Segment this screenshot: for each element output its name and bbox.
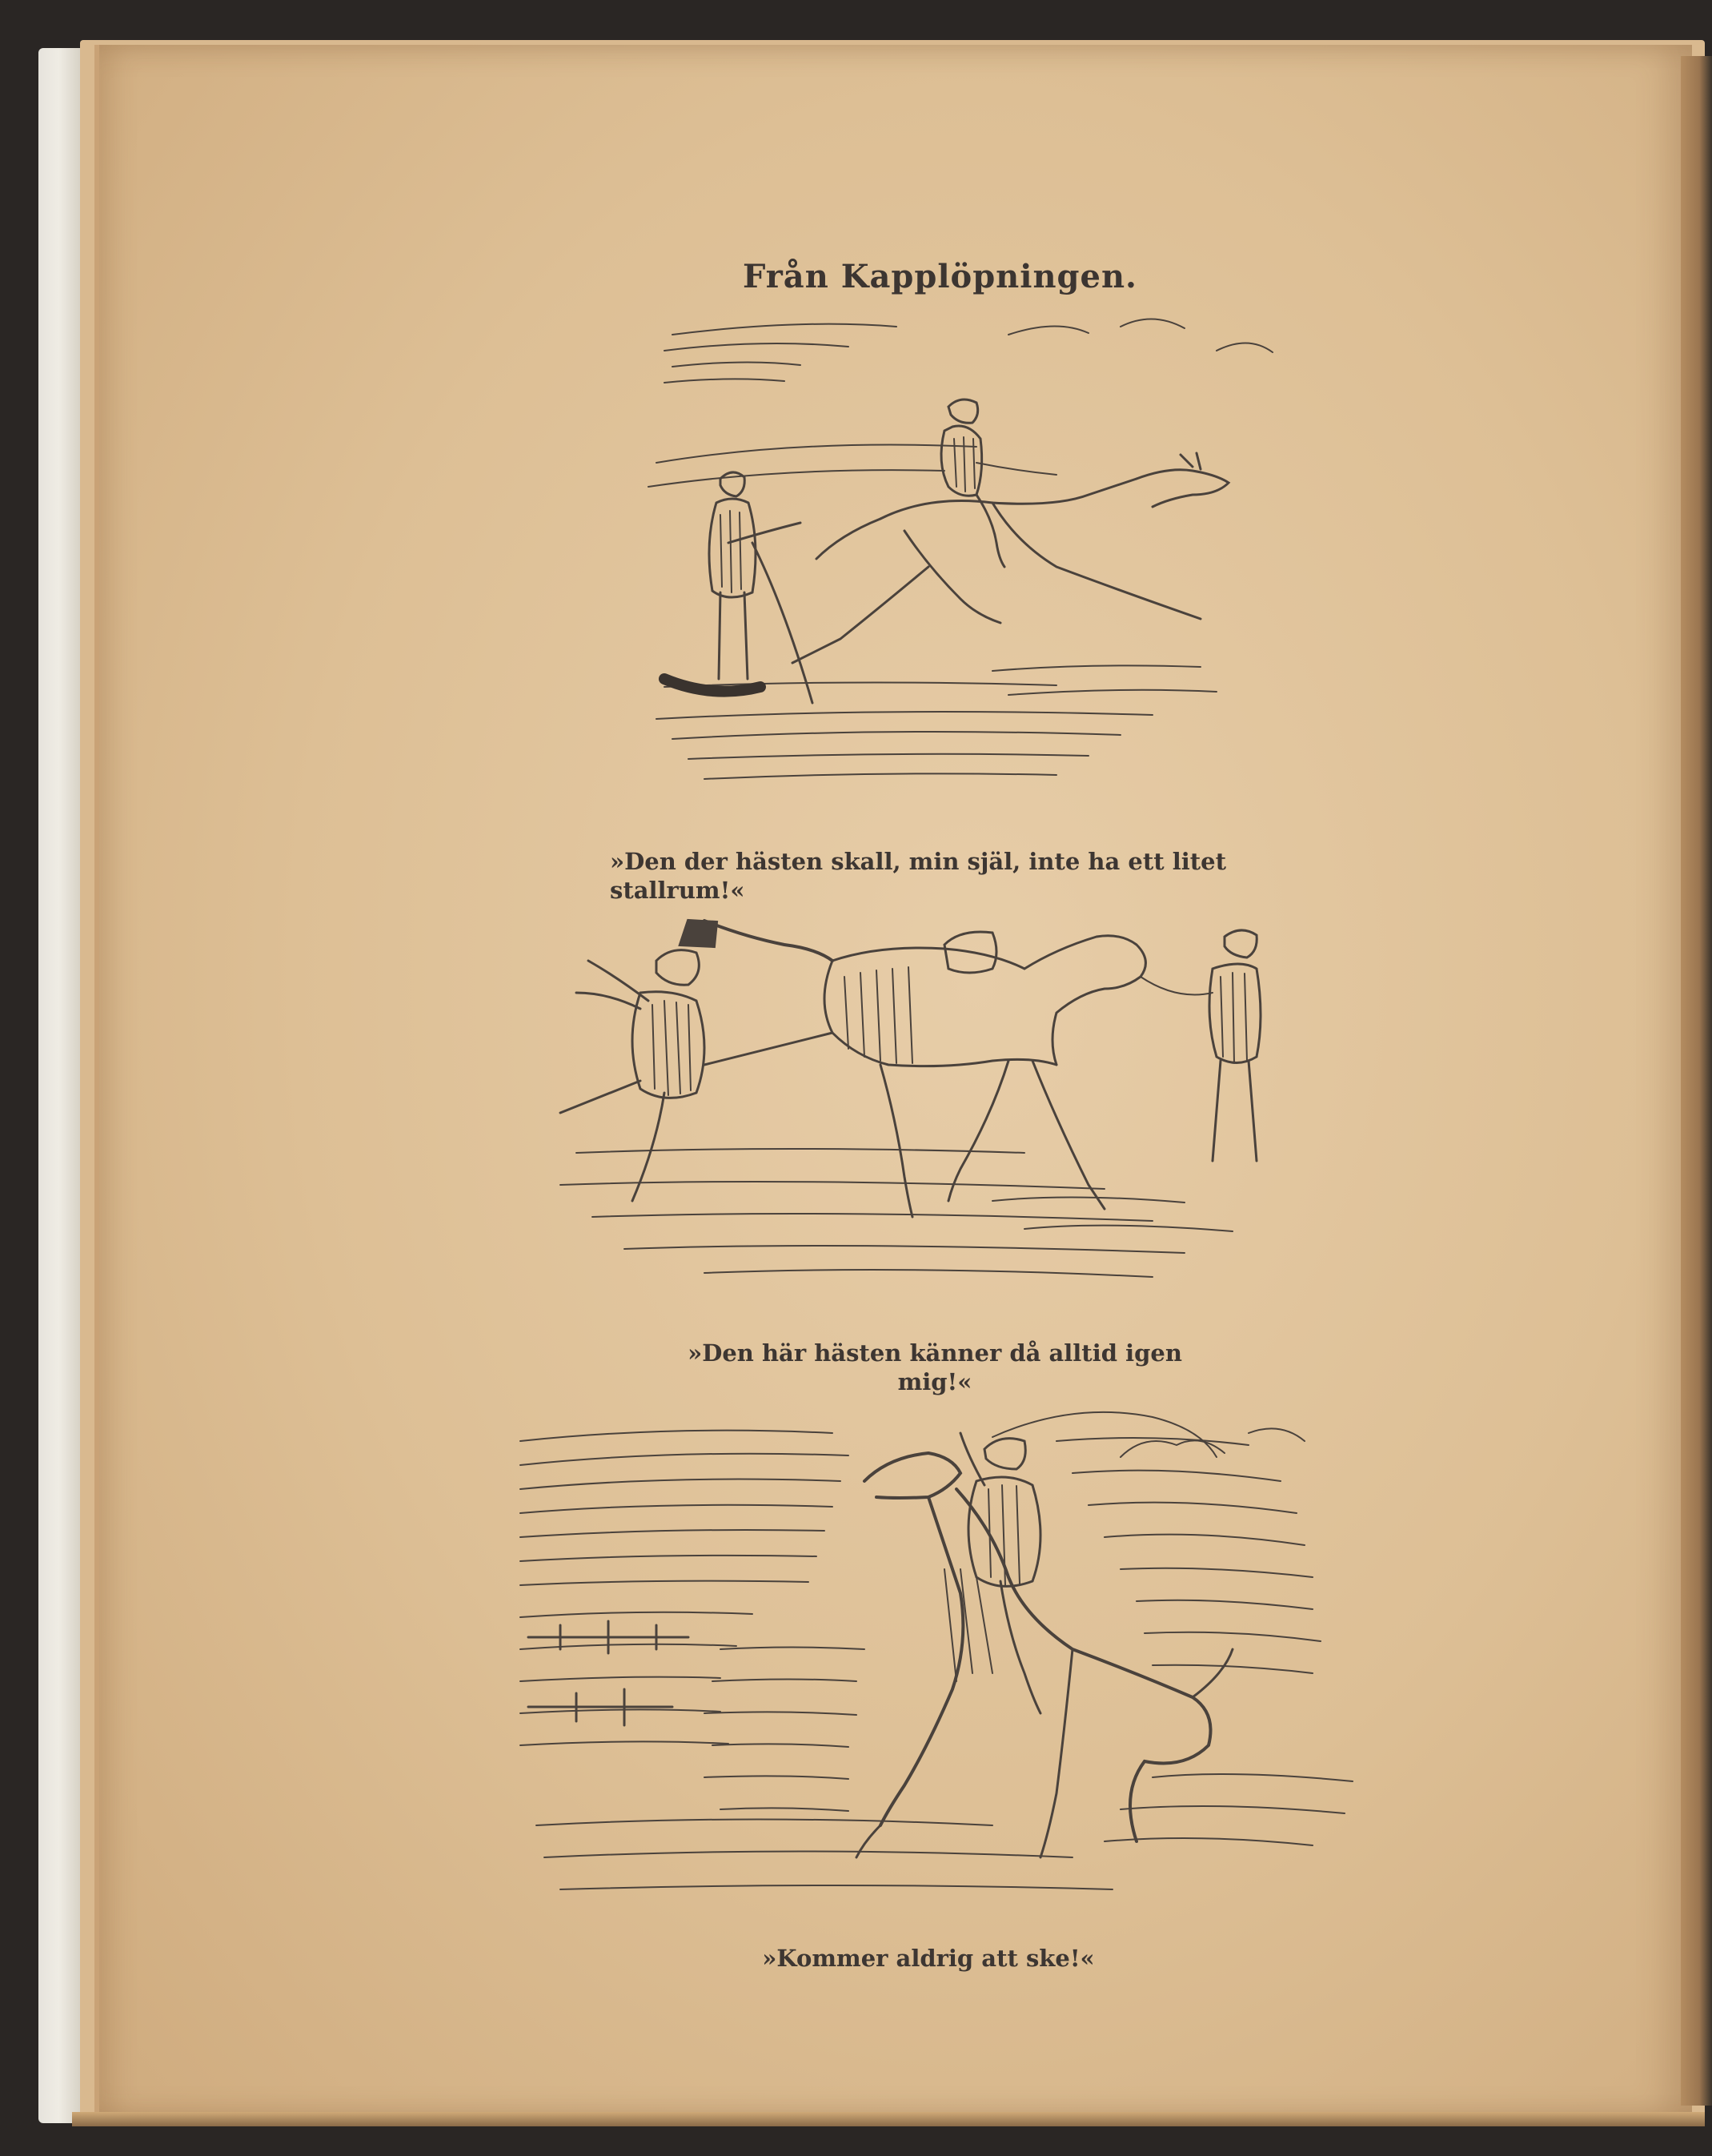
- caption-galloping-horse: »Den der hästen skall, min själ, inte ha ett litet stallrum!«: [610, 848, 1227, 904]
- illustration-rearing-horse: [512, 1409, 1385, 1921]
- caption-rearing-horse: »Kommer aldrig att ske!«: [762, 1945, 1095, 1972]
- page-bottom-edge: [72, 2112, 1705, 2126]
- illustration-kicking-horse: [544, 913, 1321, 1289]
- facing-page-strip: [1681, 56, 1712, 2106]
- caption-kicking-horse: »Den här hästen känner då alltid igen mig!«: [688, 1339, 1182, 1395]
- illustration-galloping-horse: [640, 303, 1313, 827]
- page-title: Från Kapplöpningen.: [743, 258, 1137, 295]
